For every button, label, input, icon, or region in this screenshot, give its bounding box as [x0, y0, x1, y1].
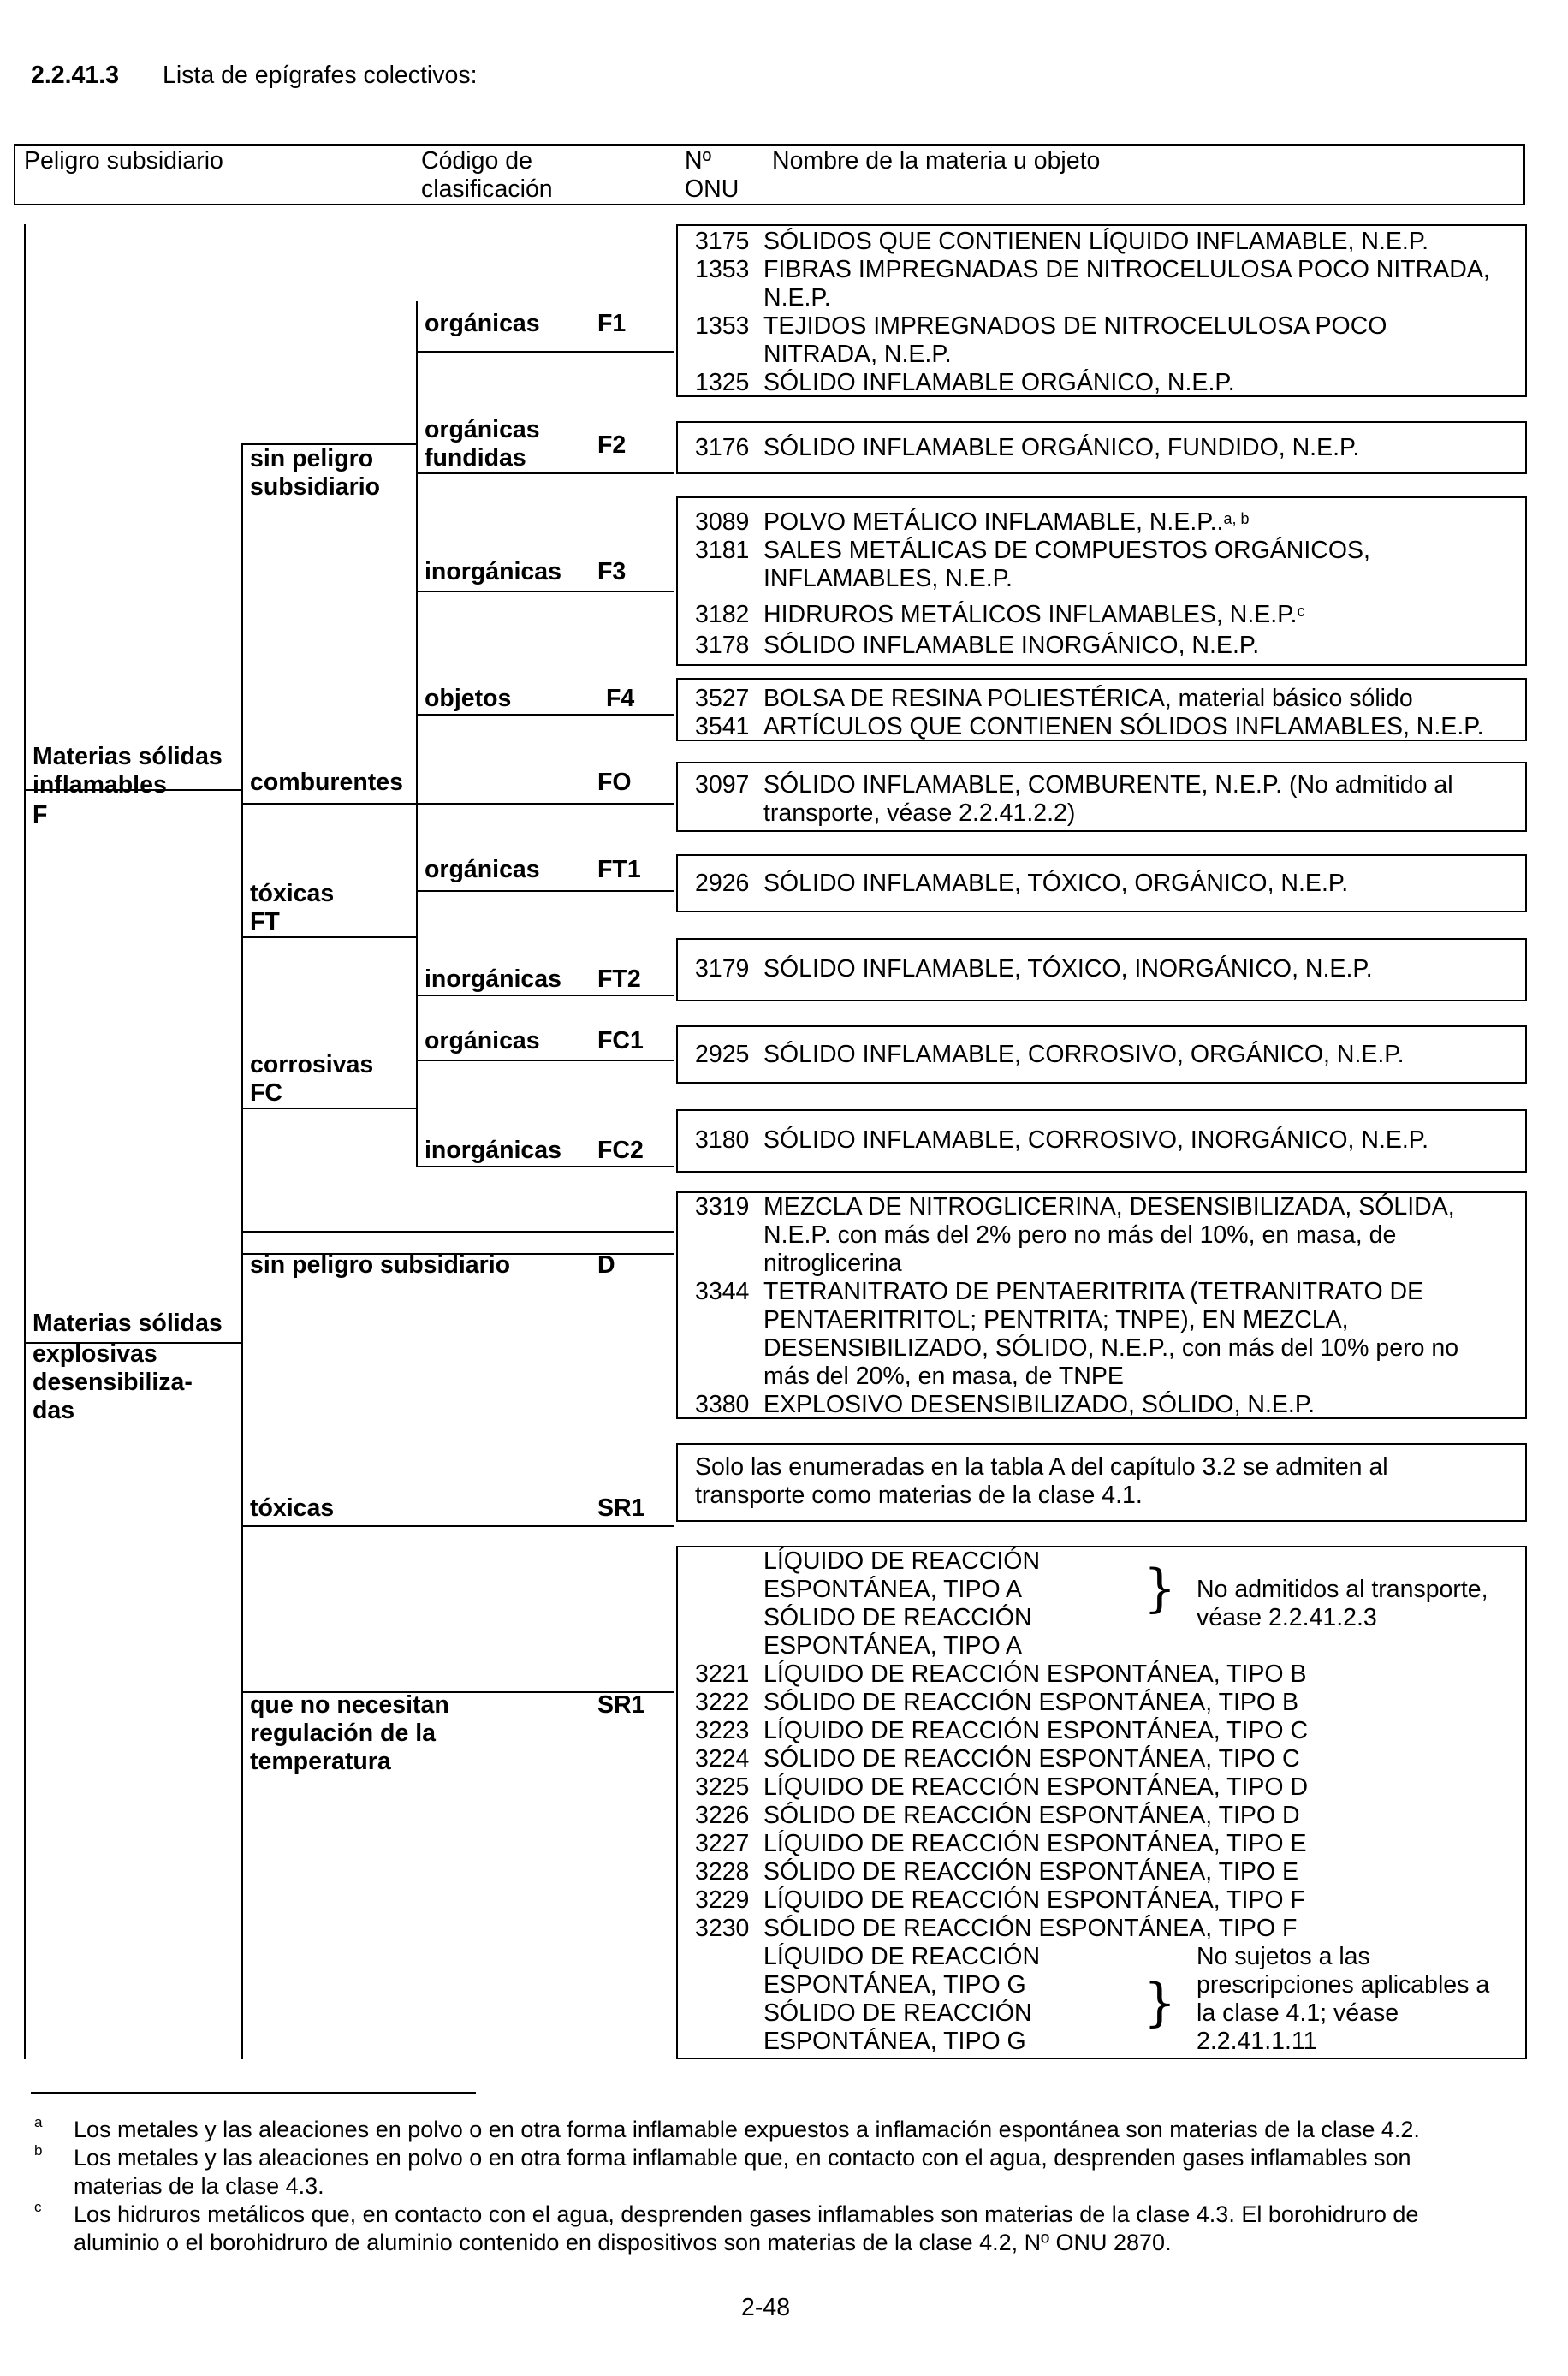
header-col-un-1: Nº	[685, 147, 711, 175]
entry-name: SÓLIDO DE REACCIÓN ESPONTÁNEA, TIPO E	[763, 1858, 1299, 1886]
entry-name: ESPONTÁNEA, TIPO G	[763, 2028, 1026, 2055]
code-f2: F2	[597, 431, 627, 459]
footnote-mark-c: c	[34, 2199, 42, 2215]
group-f-label-1: Materias sólidas	[33, 743, 223, 770]
code-line-f3	[416, 591, 674, 592]
footnote-c-line-2: aluminio o el borohidruro de aluminio contenido en dispositivos son materias de la clase 4.2, Nº ONU 2870.	[74, 2230, 1172, 2255]
tree-line-l2	[241, 443, 243, 2059]
un-number: 3344	[695, 1278, 750, 1305]
un-number: 3182	[695, 601, 750, 628]
entry-name: TETRANITRATO DE PENTAERITRITA (TETRANITRATO DE	[763, 1278, 1424, 1305]
tree-line-fc	[241, 1108, 418, 1109]
footnote-ref-ab: a, b	[1223, 510, 1250, 527]
entry-name: SÓLIDO DE REACCIÓN ESPONTÁNEA, TIPO C	[763, 1745, 1300, 1773]
kind-inorganicas-fc2: inorgánicas	[425, 1137, 561, 1164]
entry-name: SÓLIDO INFLAMABLE ORGÁNICO, FUNDIDO, N.E.P.	[763, 434, 1360, 461]
footnote-mark-a: a	[34, 2114, 43, 2130]
un-number: 3180	[695, 1126, 750, 1154]
un-number: 3221	[695, 1660, 750, 1688]
code-line-f4	[416, 714, 674, 716]
header-col-hazard: Peligro subsidiario	[24, 147, 223, 175]
un-number: 3224	[695, 1745, 750, 1773]
group-d-label-1: Materias sólidas	[33, 1310, 223, 1337]
entry-name: LÍQUIDO DE REACCIÓN ESPONTÁNEA, TIPO D	[763, 1773, 1309, 1801]
un-number: 1353	[695, 256, 750, 283]
un-number: 3176	[695, 434, 750, 461]
entry-name: N.E.P. con más del 2% pero no más del 10%, en masa, de	[763, 1221, 1397, 1249]
entry-name: SÓLIDO DE REACCIÓN ESPONTÁNEA, TIPO F	[763, 1915, 1298, 1942]
un-number: 3227	[695, 1830, 750, 1857]
subgroup-no-regulacion-3: temperatura	[250, 1748, 391, 1775]
subgroup-corrosivas-fc-2: FC	[250, 1079, 282, 1107]
entry-note: véase 2.2.41.2.3	[1197, 1604, 1377, 1631]
un-number: 3181	[695, 537, 750, 564]
entry-note: transporte como materias de la clase 4.1.	[695, 1482, 1143, 1509]
header-col-name: Nombre de la materia u objeto	[772, 147, 1101, 175]
group-f-label-3: F	[33, 801, 48, 829]
un-number: 3230	[695, 1915, 750, 1942]
un-number: 3226	[695, 1802, 750, 1829]
un-number: 2926	[695, 870, 750, 897]
entry-name: N.E.P.	[763, 284, 831, 312]
section-number: 2.2.41.3	[31, 62, 120, 89]
un-number: 3225	[695, 1773, 750, 1801]
page-number: 2-48	[741, 2294, 791, 2321]
code-fc2: FC2	[597, 1137, 644, 1164]
entry-name: PENTAERITRITOL; PENTRITA; TNPE), EN MEZCLA,	[763, 1306, 1349, 1334]
entry-name: HIDRUROS METÁLICOS INFLAMABLES, N.E.P.$^c$	[763, 601, 1305, 628]
entry-name: DESENSIBILIZADO, SÓLIDO, N.E.P., con más del 10% pero no	[763, 1334, 1459, 1362]
entry-name: LÍQUIDO DE REACCIÓN ESPONTÁNEA, TIPO F	[763, 1886, 1305, 1914]
entry-name: ESPONTÁNEA, TIPO A	[763, 1632, 1022, 1660]
entry-name: SÓLIDO DE REACCIÓN ESPONTÁNEA, TIPO D	[763, 1802, 1300, 1829]
footnote-ref-c: c	[1297, 603, 1305, 620]
footnote-a-line-1: Los metales y las aleaciones en polvo o en otra forma inflamable expuestos a inflamación espontánea son materias de la clase 4.2.	[74, 2117, 1420, 2142]
kind-objetos-f4: objetos	[425, 685, 512, 712]
code-f3: F3	[597, 558, 627, 585]
entry-name: SÓLIDO INFLAMABLE, COMBURENTE, N.E.P. (No admitido al	[763, 771, 1453, 799]
group-d-label-3: desensibiliza-	[33, 1369, 193, 1396]
entry-note: No admitidos al transporte,	[1197, 1576, 1488, 1603]
table-header	[14, 144, 1525, 205]
code-line-fc2	[416, 1166, 674, 1167]
entry-name: FIBRAS IMPREGNADAS DE NITROCELULOSA POCO NITRADA,	[763, 256, 1490, 283]
entry-name: nitroglicerina	[763, 1250, 902, 1277]
footnote-b-line-2: materias de la clase 4.3.	[74, 2173, 324, 2199]
entry-name: SÓLIDO DE REACCIÓN	[763, 1999, 1032, 2027]
entry-name: SÓLIDO INFLAMABLE, TÓXICO, INORGÁNICO, N.E.P.	[763, 955, 1373, 983]
entry-name: SÓLIDO INFLAMABLE ORGÁNICO, N.E.P.	[763, 369, 1235, 396]
kind-organicas-f1: orgánicas	[425, 310, 540, 337]
entry-name: ESPONTÁNEA, TIPO A	[763, 1576, 1022, 1603]
tree-line-toxicas-sr	[241, 1525, 674, 1527]
code-f4: F4	[606, 685, 635, 712]
un-number: 3319	[695, 1193, 750, 1221]
code-f1: F1	[597, 310, 627, 337]
group-d-label-4: das	[33, 1397, 75, 1424]
un-number: 3380	[695, 1391, 750, 1418]
subgroup-corrosivas-fc-1: corrosivas	[250, 1051, 374, 1078]
entry-name: SÓLIDO INFLAMABLE, TÓXICO, ORGÁNICO, N.E.P.	[763, 870, 1349, 897]
entry-name: POLVO METÁLICO INFLAMABLE, N.E.P..$^{a, b}$	[763, 508, 1250, 536]
entry-name: BOLSA DE RESINA POLIESTÉRICA, material básico sólido	[763, 685, 1413, 712]
code-line-fc1	[416, 1060, 674, 1061]
subgroup-sin-peligro-2: subsidiario	[250, 473, 381, 501]
code-ft2: FT2	[597, 965, 641, 993]
entry-note: Solo las enumeradas en la tabla A del capítulo 3.2 se admiten al	[695, 1453, 1388, 1481]
kind-inorganicas-f3: inorgánicas	[425, 558, 561, 585]
un-number: 3541	[695, 713, 750, 740]
entry-name: SÓLIDOS QUE CONTIENEN LÍQUIDO INFLAMABLE, N.E.P.	[763, 228, 1429, 255]
subgroup-no-regulacion-2: regulación de la	[250, 1720, 436, 1747]
header-col-un-2: ONU	[685, 175, 739, 203]
un-number: 3175	[695, 228, 750, 255]
entry-name: transporte, véase 2.2.41.2.2)	[763, 799, 1076, 827]
subgroup-comburentes: comburentes	[250, 769, 403, 796]
kind-organicas-fc1: orgánicas	[425, 1027, 540, 1054]
entry-name: SÓLIDO INFLAMABLE INORGÁNICO, N.E.P.	[763, 632, 1260, 659]
group-d-label-2: explosivas	[33, 1340, 157, 1368]
group-f-label-2: inflamables	[33, 771, 167, 799]
entry-name: LÍQUIDO DE REACCIÓN ESPONTÁNEA, TIPO E	[763, 1830, 1307, 1857]
entry-name: ARTÍCULOS QUE CONTIENEN SÓLIDOS INFLAMABLES, N.E.P.	[763, 713, 1484, 740]
subgroup-toxicas-sr: tóxicas	[250, 1494, 335, 1522]
entry-name: LÍQUIDO DE REACCIÓN ESPONTÁNEA, TIPO C	[763, 1717, 1309, 1744]
subgroup-no-regulacion-1: que no necesitan	[250, 1691, 449, 1719]
tree-line-sin-peligro-d-top	[241, 1231, 674, 1233]
code-sr1-toxicas: SR1	[597, 1494, 645, 1522]
un-number: 3229	[695, 1886, 750, 1914]
entry-name: LÍQUIDO DE REACCIÓN	[763, 1547, 1041, 1575]
code-line-f1	[416, 351, 674, 353]
un-number: 3527	[695, 685, 750, 712]
footnote-rule	[31, 2092, 476, 2094]
subgroup-sin-peligro-1: sin peligro	[250, 445, 374, 472]
kind-organicas-ft1: orgánicas	[425, 856, 540, 883]
section-title: Lista de epígrafes colectivos:	[163, 62, 478, 89]
entry-name: SALES METÁLICAS DE COMPUESTOS ORGÁNICOS,	[763, 537, 1370, 564]
code-fc1: FC1	[597, 1027, 644, 1054]
entry-name: SÓLIDO DE REACCIÓN	[763, 1604, 1032, 1631]
footnote-b-line-1: Los metales y las aleaciones en polvo o en otra forma inflamable que, en contacto con el agua, desprenden gases inflamables son	[74, 2145, 1411, 2171]
code-line-ft2	[416, 995, 674, 996]
footnote-c-line-1: Los hidruros metálicos que, en contacto con el agua, desprenden gases inflamables son materias de la clase 4.3. El borohidruro de	[74, 2201, 1419, 2227]
entry-name: LÍQUIDO DE REACCIÓN ESPONTÁNEA, TIPO B	[763, 1660, 1307, 1688]
kind-organicas-fundidas-2: fundidas	[425, 444, 526, 472]
entry-note: No sujetos a las	[1197, 1943, 1370, 1970]
un-number: 2925	[695, 1041, 750, 1068]
tree-line-l3	[416, 301, 418, 1166]
entry-name: más del 20%, en masa, de TNPE	[763, 1363, 1124, 1390]
entry-note: prescripciones aplicables a	[1197, 1971, 1490, 1999]
entry-name: INFLAMABLES, N.E.P.	[763, 565, 1013, 592]
entry-note: la clase 4.1; véase	[1197, 1999, 1399, 2027]
entry-name: SÓLIDO INFLAMABLE, CORROSIVO, ORGÁNICO, N.E.P.	[763, 1041, 1405, 1068]
tree-line-left	[24, 224, 26, 2059]
entry-name: EXPLOSIVO DESENSIBILIZADO, SÓLIDO, N.E.P.	[763, 1391, 1316, 1418]
entry-name: MEZCLA DE NITROGLICERINA, DESENSIBILIZADA, SÓLIDA,	[763, 1193, 1455, 1221]
code-line-ft1	[416, 890, 674, 892]
code-sr1-no-regulacion: SR1	[597, 1691, 645, 1719]
header-col-code-1: Código de	[421, 147, 532, 175]
un-number: 3089	[695, 508, 750, 536]
entry-note: 2.2.41.1.11	[1197, 2028, 1317, 2055]
subgroup-toxicas-ft-2: FT	[250, 908, 280, 936]
footnote-mark-b: b	[34, 2142, 43, 2159]
code-ft1: FT1	[597, 856, 641, 883]
un-number: 1325	[695, 369, 750, 396]
subgroup-sin-peligro-d: sin peligro subsidiario	[250, 1251, 511, 1279]
entry-name: NITRADA, N.E.P.	[763, 341, 952, 368]
code-line-f2	[416, 472, 674, 474]
brace-top: }	[1143, 1559, 1177, 1619]
entry-name: TEJIDOS IMPREGNADOS DE NITROCELULOSA POCO	[763, 312, 1387, 340]
entry-name: ESPONTÁNEA, TIPO G	[763, 1971, 1026, 1999]
header-col-code-2: clasificación	[421, 175, 553, 203]
tree-line-comburentes	[241, 803, 674, 805]
un-number: 3228	[695, 1858, 750, 1886]
un-number: 3222	[695, 1689, 750, 1716]
brace-bottom: }	[1143, 1973, 1177, 2033]
subgroup-toxicas-ft-1: tóxicas	[250, 880, 335, 907]
entry-name: SÓLIDO INFLAMABLE, CORROSIVO, INORGÁNICO, N.E.P.	[763, 1126, 1429, 1154]
kind-organicas-fundidas-1: orgánicas	[425, 416, 540, 443]
entry-name: SÓLIDO DE REACCIÓN ESPONTÁNEA, TIPO B	[763, 1689, 1299, 1716]
un-number: 3223	[695, 1717, 750, 1744]
tree-line-ft	[241, 936, 418, 938]
code-d: D	[597, 1251, 615, 1279]
un-number: 1353	[695, 312, 750, 340]
un-number: 3097	[695, 771, 750, 799]
un-number: 3178	[695, 632, 750, 659]
un-number: 3179	[695, 955, 750, 983]
code-fo: FO	[597, 769, 632, 796]
kind-inorganicas-ft2: inorgánicas	[425, 965, 561, 993]
entry-name: LÍQUIDO DE REACCIÓN	[763, 1943, 1041, 1970]
